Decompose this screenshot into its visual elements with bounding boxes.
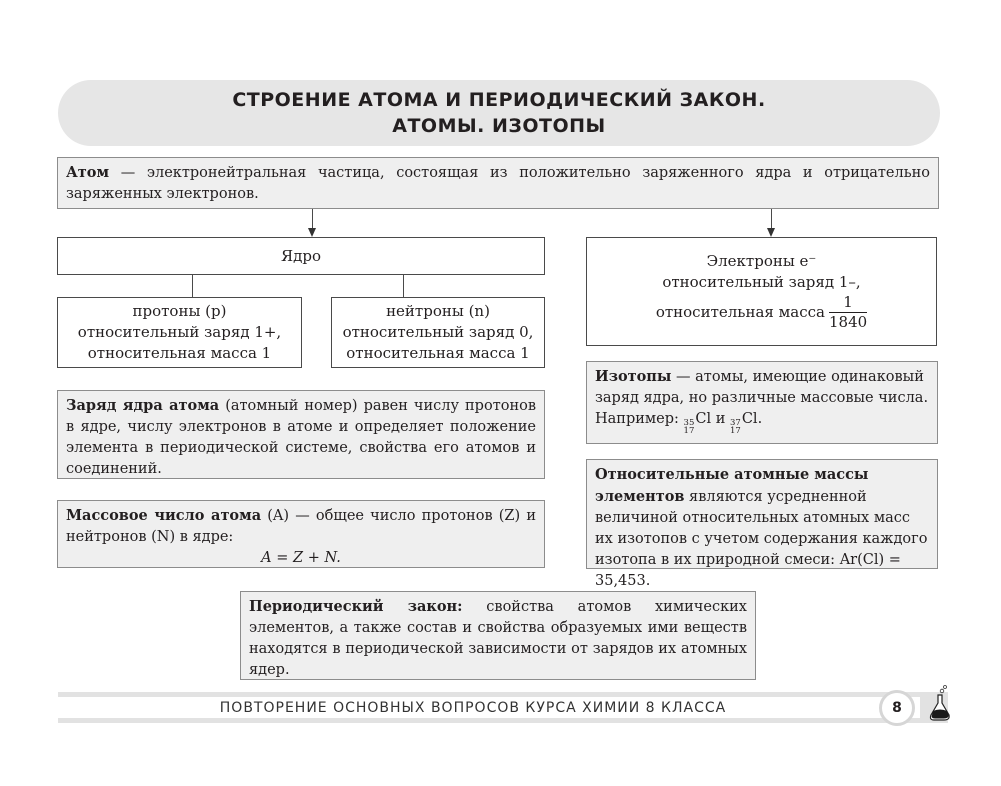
page-number xyxy=(879,690,915,726)
arrow-down-icon xyxy=(308,228,316,237)
electrons-line-2: относительный заряд 1–, xyxy=(662,273,861,291)
periodic-law-term: Периодический закон: xyxy=(249,598,463,615)
fraction-denominator: 1840 xyxy=(828,313,868,331)
atom-term: Атом xyxy=(66,164,110,181)
nuclear-charge-box xyxy=(57,390,545,479)
mass-number-text: (A) — общее число протонов (Z) и нейтронов (N) в ядре: xyxy=(66,508,536,545)
protons-line-2: относительный заряд 1+, xyxy=(77,323,282,341)
arrow-line-electrons xyxy=(771,209,772,229)
isotope-2-symbol: Cl xyxy=(741,411,758,427)
electron-mass-fraction xyxy=(829,293,867,332)
protons-line-3: относительная масса 1 xyxy=(87,344,272,362)
isotope-2-mass: 37 xyxy=(730,418,741,428)
isotope-2-indices xyxy=(730,419,741,435)
connector-protons xyxy=(192,275,193,297)
page-title xyxy=(58,80,940,146)
arrow-line-nucleus xyxy=(312,209,313,229)
arrow-down-icon xyxy=(767,228,775,237)
isotopes-end: . xyxy=(757,411,763,427)
electrons-line-3: относительная масса xyxy=(655,303,825,321)
footer xyxy=(58,692,948,723)
neutrons-line-1: нейтроны (n) xyxy=(386,302,490,320)
protons-box xyxy=(57,297,302,368)
isotope-1-z: 17 xyxy=(683,426,695,436)
isotopes-example-prefix: Например: xyxy=(595,411,684,427)
page-number-label: 8 xyxy=(892,700,902,716)
isotopes-text: — атомы, имеющие одинаковый заряд ядра, но различные массовые числа. xyxy=(595,369,929,406)
isotope-1-symbol: Cl xyxy=(695,411,712,427)
fraction-numerator: 1 xyxy=(829,293,867,313)
flask-icon xyxy=(925,683,955,723)
periodic-law-text: свойства атомов химических элементов, а также состав и свойства образуемых ими веществ находятся в периодической зависимости от зарядов их атомных ядер. xyxy=(249,599,747,678)
nuclear-charge-text: (атомный номер) равен числу протонов в ядре, числу электронов в атоме и определяет положение элемента в периодической системе, свойства его атомов и соединений. xyxy=(66,398,537,477)
nuclear-charge-term: Заряд ядра атома xyxy=(66,397,220,414)
neutrons-box xyxy=(331,297,545,368)
electrons-line-1: Электроны e⁻ xyxy=(706,252,817,270)
isotopes-conj: и xyxy=(711,411,730,427)
footer-text: ПОВТОРЕНИЕ ОСНОВНЫХ ВОПРОСОВ КУРСА ХИМИИ 8 КЛАССА xyxy=(219,699,727,716)
atomic-masses-formula: Ar(Cl) = 35,453. xyxy=(595,552,901,589)
neutrons-line-2: относительный заряд 0, xyxy=(342,323,534,341)
connector-neutrons xyxy=(403,275,404,297)
atom-definition-box xyxy=(57,157,939,209)
atomic-masses-term: Относительные атомные массы элементов xyxy=(595,466,869,505)
isotope-1-mass: 35 xyxy=(683,418,695,428)
isotope-1-indices xyxy=(684,419,695,435)
protons-line-1: протоны (p) xyxy=(132,302,227,320)
atomic-masses-text: являются усредненной величиной относительных атомных масс их изотопов с учетом содержания каждого изотопа в их природной смеси: xyxy=(595,489,928,568)
periodic-law-box xyxy=(240,591,756,680)
atom-definition: — электронейтральная частица, состоящая из положительно заряженного ядра и отрицательно заряженных электронов. xyxy=(66,165,930,202)
atomic-masses-box xyxy=(586,459,938,589)
electrons-box xyxy=(586,237,937,346)
nucleus-label: Ядро xyxy=(281,246,321,265)
isotope-2-z: 17 xyxy=(730,426,741,436)
mass-number-term: Массовое число атома xyxy=(66,507,262,524)
isotopes-box xyxy=(586,361,938,444)
nucleus-box xyxy=(57,237,545,275)
title-line-2: АТОМЫ. ИЗОТОПЫ xyxy=(392,115,606,137)
mass-number-box xyxy=(57,500,545,568)
mass-number-formula: A = Z + N. xyxy=(261,550,341,566)
title-line-1: СТРОЕНИЕ АТОМА И ПЕРИОДИЧЕСКИЙ ЗАКОН. xyxy=(232,89,766,111)
neutrons-line-3: относительная масса 1 xyxy=(346,344,530,362)
isotopes-term: Изотопы xyxy=(595,368,672,385)
